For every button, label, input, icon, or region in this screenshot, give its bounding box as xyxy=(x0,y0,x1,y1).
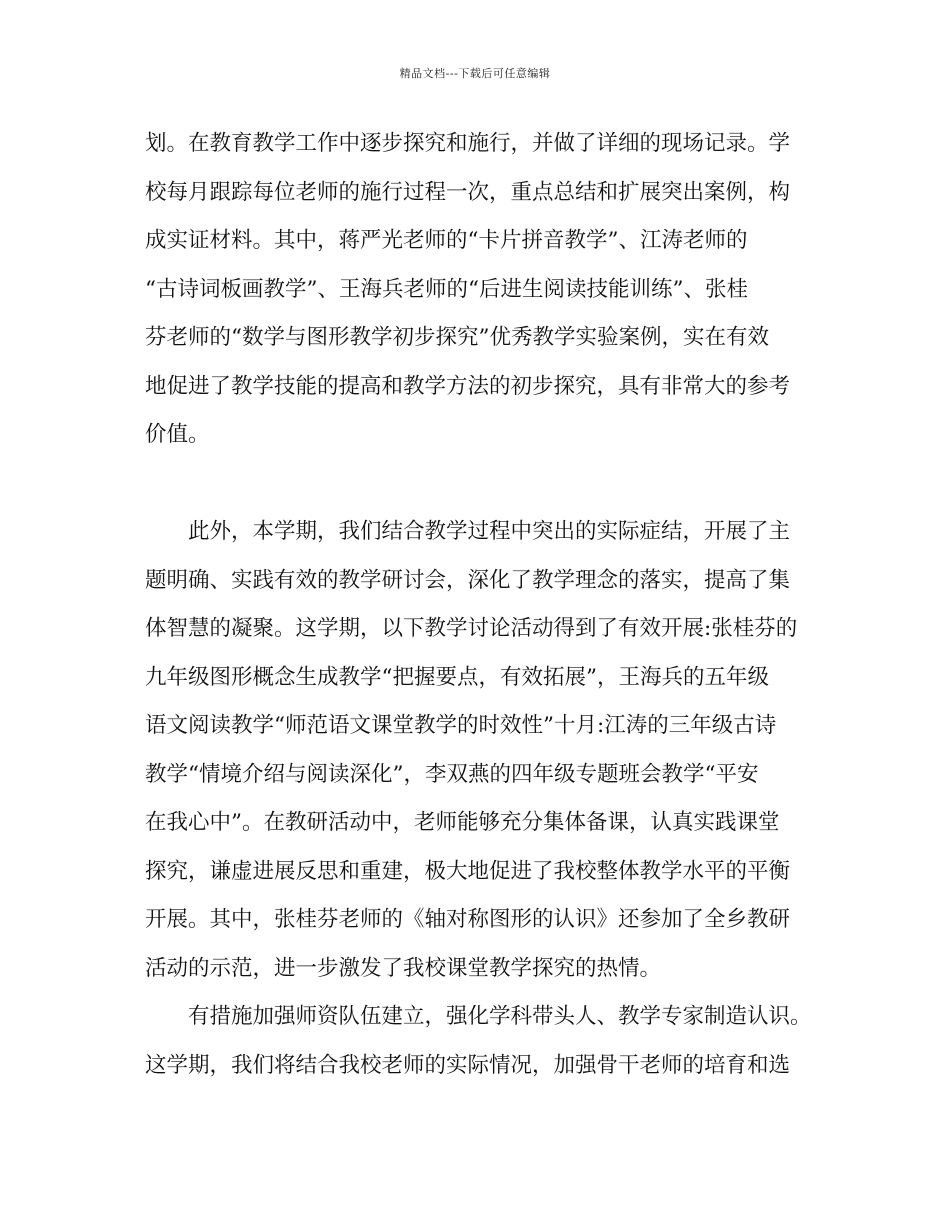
paragraph-1 xyxy=(145,120,835,460)
text-line: 这学期，我们将结合我校老师的实际情况，加强骨干老师的培育和选 xyxy=(145,1052,791,1078)
text-line: 有措施加强师资队伍建立，强化学科带头人、教学专家制造认识。 xyxy=(145,1004,812,1029)
paragraph-spacer xyxy=(145,460,835,509)
text-line: 探究，谦虚进展反思和重建，极大地促进了我校整体教学水平的平衡 xyxy=(145,858,791,884)
text-line: 九年级图形概念生成教学“把握要点，有效拓展”，王海兵的五年级 xyxy=(145,664,769,690)
text-line: “古诗词板画教学”、王海兵老师的“后进生阅读技能训练”、张桂 xyxy=(145,276,748,302)
text-line: 成实证材料。其中，蒋严光老师的“卡片拼音教学”、江涛老师的 xyxy=(145,228,748,253)
text-line: 芬老师的“数学与图形教学初步探究”优秀教学实验案例，实在有效 xyxy=(145,325,769,350)
text-line: 活动的示范，进一步激发了我校课堂教学探究的热情。 xyxy=(145,955,662,981)
text-line: 体智慧的凝聚。这学期，以下教学讨论活动得到了有效开展:张桂芬的 xyxy=(145,616,798,641)
text-line: 地促进了教学技能的提高和教学方法的初步探究，具有非常大的参考 xyxy=(145,373,791,399)
text-line: 价值。 xyxy=(145,422,210,447)
text-line: 划。在教育教学工作中逐步探究和施行，并做了详细的现场记录。学 xyxy=(145,131,791,156)
text-line: 开展。其中，张桂芬老师的《轴对称图形的认识》还参加了全乡教研 xyxy=(145,907,791,932)
text-line: 教学“情境介绍与阅读深化”，李双燕的四年级专题班会教学“平安 xyxy=(145,761,759,787)
document-body xyxy=(145,120,835,1090)
paragraph-2 xyxy=(145,508,835,993)
text-line: 在我心中”。在教研活动中，老师能够充分集体备课，认真实践课堂 xyxy=(145,810,780,835)
text-line: 语文阅读教学“师范语文课堂教学的时效性”十月:江涛的三年级古诗 xyxy=(145,713,777,738)
text-line: 此外，本学期，我们结合教学过程中突出的实际症结，开展了主 xyxy=(145,519,791,544)
text-line: 校每月跟踪每位老师的施行过程一次，重点总结和扩展突出案例，构 xyxy=(145,179,791,205)
paragraph-3 xyxy=(145,993,835,1090)
text-line: 题明确、实践有效的教学研讨会，深化了教学理念的落实，提高了集 xyxy=(145,567,791,593)
page-header: 精品文档---下载后可任意编辑 xyxy=(399,67,551,80)
